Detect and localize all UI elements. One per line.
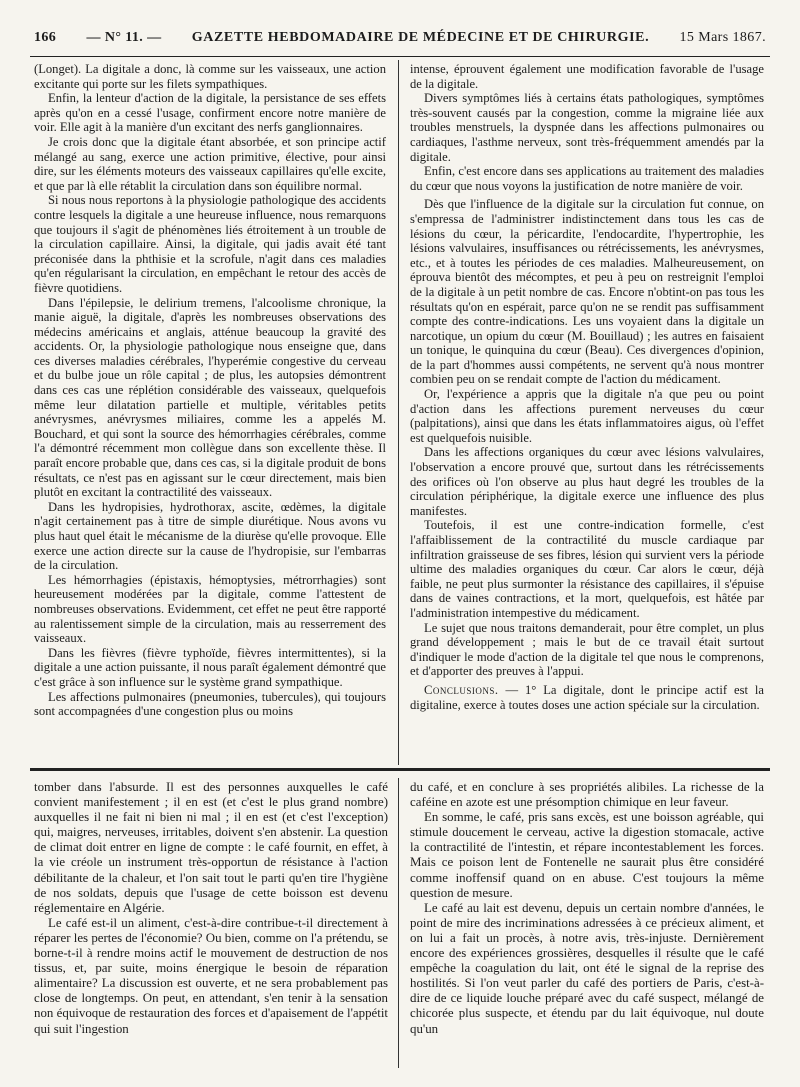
upper-right-column [410, 62, 764, 762]
paragraph: Dans l'épilepsie, le delirium tremens, l'alcoolisme chronique, la manie aiguë, la digitale, d'après les nombreuses observations des médecins américains et anglais, atténue beaucoup la gravité des accidents. Or, la physiologie pathologique nous enseigne que, dans ces diverses maladies cérébrales, l'hyperémie congestive du cerveau et du bulbe joue un rôle capital ; de plus, les autopsies démontrent dans ces cas une réplétion considérable des vaisseaux, quelquefois même leur dilatation partielle et multiple, véritables petits anévrysmes, anévrysmes miliaires, comme les a appelés M. Bouchard, et qui sont la source des hémorrhagies cérébrales, comme l'a démontré récemment mon collègue dans son excellente thèse. Il paraît encore probable que, dans ces cas, si la digitale produit de bons résultats, ce n'est pas en agissant sur le cœur directement, mais bien plutôt en excitant la contractilité des vaisseaux. [34, 295, 386, 500]
journal-title: GAZETTE HEBDOMADAIRE DE MÉDECINE ET DE CHIRURGIE. [191, 30, 650, 45]
paragraph: Je crois donc que la digitale étant absorbée, et son principe actif mélangé au sang, exerce une action primitive, élective, pour ainsi dire, sur les éléments moteurs des vaisseaux capillaires qu'elle excite, et que par là elle rétablit la circulation dans son équilibre normal. [34, 134, 386, 193]
paragraph: Toutefois, il est une contre-indication formelle, c'est l'affaiblissement de la contractilité du muscle cardiaque par infiltration graisseuse de ses fibres, lésion qui survient vers la période ultime des maladies organiques du cœur. Car alors le cœur, déjà faible, ne peut plus surmonter la résistance des capillaires, il s'épuise dans de vaines contractions, et la mort, quelquefois, est hâtée par l'administration intempestive du médicament. [410, 518, 764, 620]
lower-left-column [34, 780, 388, 1070]
issue-date: 15 Mars 1867. [679, 30, 766, 45]
paragraph: Dans les hydropisies, hydrothorax, ascite, œdèmes, la digitale n'agit certainement pas à titre de simple diurétique. Nous avons vu plus haut quel était le mécanisme de la diurèse qu'elle provoque. Elle exerce une action directe sur la cause de l'hydropisie, sur l'embarras de la circulation. [34, 499, 386, 573]
paragraph: Dans les fièvres (fièvre typhoïde, fièvres intermittentes), si la digitale a une action puissante, il nous paraît également démontré que c'est grâce à son influence sur le système grand sympathique. [34, 645, 386, 689]
issue-number: — N° 11. — [86, 30, 162, 45]
page-number: 166 [34, 30, 57, 45]
paragraph: Le sujet que nous traitons demanderait, pour être complet, un plus grand développement ; mais le but de ce travail était surtout d'indiquer le mode d'action de la digitale tel que nous le comprenons, et d'apporter des preuves à l'appui. [410, 620, 764, 679]
lower-right-column [410, 780, 764, 1070]
paragraph: du café, et en conclure à ses propriétés alibiles. La richesse de la caféine en azote est une présomption chimique en leur faveur. [410, 780, 764, 810]
column-divider [398, 60, 399, 765]
paragraph: Dès que l'influence de la digitale sur la circulation fut connue, on s'empressa de l'administrer indistinctement dans tous les cas de lésions du cœur, la péricardite, l'endocardite, l'hypertrophie, les lésions valvulaires, insuffisances ou rétrécissements, les anévrysmes, etc., et à toutes les périodes de ces maladies. Malheureusement, on éprouva bientôt des mécomptes, et peu à peu on restreignit l'emploi de la digitale à un petit nombre de cas. Encore n'obtint-on pas tous les résultats qu'on en espérait, parce qu'on ne se rendit pas suffisamment compte des contre-indications. Les uns voyaient dans la digitale un narcotique, un opium du cœur (M. Bouillaud) ; les autres en faisaient un tonique, le quinquina du cœur (Beau). Ces divergences d'opinion, de la part d'hommes aussi compétents, ne servent qu'à nous montrer combien peu on se rendait compte de l'action du médicament. [410, 197, 764, 387]
paragraph: Divers symptômes liés à certains états pathologiques, symptômes très-souvent causés par la congestion, comme la migraine liée aux troubles menstruels, la dyspnée dans les affections pulmonaires ou cardiaques, l'asthme nerveux, sont très-fréquemment amendés par la digitale. [410, 91, 764, 164]
upper-left-column [34, 62, 386, 762]
paragraph: Le café au lait est devenu, depuis un certain nombre d'années, le point de mire des incriminations adressées à ce précieux aliment, et on lui a fait un procès, à notre avis, très-injuste. Dernièrement encore des expériences grossières, desquelles il résulte que le café empêche la coagulation du lait, ont été le signal de la reprise des hostilités. Si l'on veut parler du café des portiers de Paris, c'est-à-dire de ce liquide louche préparé avec du café suspect, mélangé de chicorée plus suspecte, et étendu par du lait équivoque, nul doute qu'un [410, 900, 764, 1036]
conclusions-text: — 1° La digitale, dont le principe actif est la digitaline, exerce à toutes doses une action spéciale sur la circulation. [410, 682, 764, 712]
paragraph: En somme, le café, pris sans excès, est une boisson agréable, qui stimule doucement le cerveau, active la digestion stomacale, active la contractilité de l'intestin, et répare incontestablement les forces. Mais ce poison lent de Fontenelle ne saurait plus être considéré comme inoffensif quand on en abuse. C'est toujours la même question de mesure. [410, 810, 764, 900]
paragraph: Enfin, la lenteur d'action de la digitale, la persistance de ses effets après qu'on en a cessé l'usage, confirment encore notre manière de voir. Elle agit à la manière d'un excitant des nerfs ganglionnaires. [34, 91, 386, 135]
paragraph: (Longet). La digitale a donc, là comme sur les vaisseaux, une action excitante qui porte sur les filets sympathiques. [34, 62, 386, 91]
paragraph: Si nous nous reportons à la physiologie pathologique des accidents contre lesquels la digitale a une heureuse influence, nous remarquons que toujours il s'agit de phénomènes liés étroitement à un trouble de la circulation capillaire. Ainsi, la digitale, qui jadis avait été tant préconisée dans la phthisie et la scrofule, n'agit dans ces maladies qu'en régularisant la circulation, en empêchant le retour des accès de fièvre quotidiens. [34, 193, 386, 295]
conclusions-paragraph [410, 683, 764, 712]
paragraph: intense, éprouvent également une modification favorable de l'usage de la digitale. [410, 62, 764, 91]
paragraph: tomber dans l'absurde. Il est des personnes auxquelles le café convient manifestement ; il en est (et c'est le plus grand nombre) auxquelles il ne fait ni bien ni mal ; il en est (et c'est l'exception) qui, maigres, nerveuses, irritables, doivent s'en abstenir. La question de climat doit entrer en ligne de compte : le café fournit, en effet, à la vie créole un instrument très-opportun de résistance à l'action débilitante de la chaleur, et l'on sait tout le parti qu'en tire l'hygiène de nos soldats, depuis que l'usage de cette boisson est devenu réglementaire en Algérie. [34, 780, 388, 915]
page-header [34, 30, 766, 52]
paragraph: Enfin, c'est encore dans ses applications au traitement des maladies du cœur que nous voyons la justification de notre manière de voir. [410, 164, 764, 193]
paragraph: Les affections pulmonaires (pneumonies, tubercules), qui toujours sont accompagnées d'une congestion plus ou moins [34, 689, 386, 719]
paragraph: Or, l'expérience a appris que la digitale n'a que peu ou point d'action dans les affections purement nerveuses du cœur (palpitations), ainsi que dans les états inflammatoires aigus, où l'effet est quelquefois nuisible. [410, 387, 764, 445]
paragraph: Les hémorrhagies (épistaxis, hémoptysies, métrorrhagies) sont heureusement modérées par la digitale, comme l'attestent de nombreuses observations. Evidemment, cet effet ne peut être rapporté au ralentissement simple de la circulation, mais au resserrement des vaisseaux. [34, 572, 386, 646]
header-rule [30, 56, 770, 57]
section-separator [30, 768, 770, 771]
conclusions-label: Conclusions. [424, 682, 499, 697]
paragraph: Le café est-il un aliment, c'est-à-dire contribue-t-il directement à réparer les pertes de l'économie? Ou bien, comme on l'a prétendu, se borne-t-il à rendre moins actif le mouvement de destruction de nos tissus, et, par suite, moins énergique le besoin de réparation alimentaire? La discussion est ouverte, et ne sera probablement pas close de longtemps. On peut, en attendant, s'en tenir à la sensation non équivoque de restauration des forces et d'apaisement de l'appétit qui suit l'ingestion [34, 915, 388, 1036]
column-divider-lower [398, 778, 399, 1068]
paragraph: Dans les affections organiques du cœur avec lésions valvulaires, l'observation a encore prouvé que, surtout dans les rétrécissements des orifices où l'on observe au plus haut degré les troubles de la circulation périphérique, la digitale exerce une influence des plus manifestes. [410, 445, 764, 518]
